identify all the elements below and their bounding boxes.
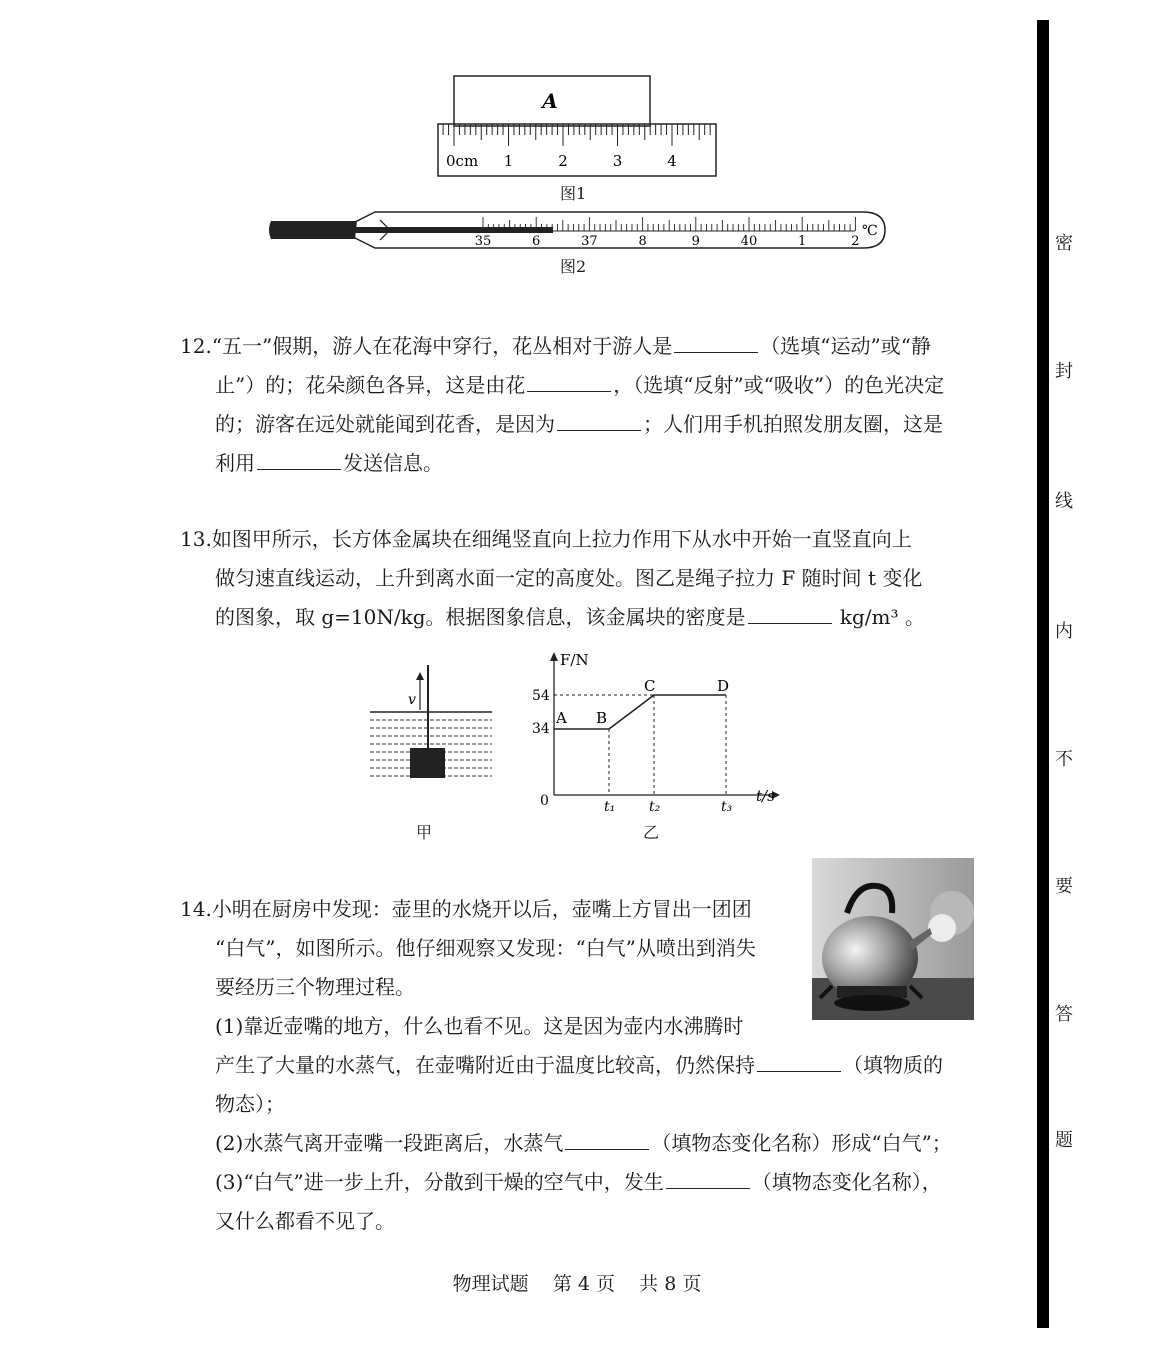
figure-jia-water-tank xyxy=(370,660,500,790)
force-curve xyxy=(554,695,726,729)
point-a: A xyxy=(556,709,567,727)
point-b: B xyxy=(596,709,608,727)
x-tick-t1: t₁ xyxy=(604,799,616,815)
answer-blank[interactable] xyxy=(527,390,611,392)
velocity-label: v xyxy=(408,692,416,708)
thermometer-label: 40 xyxy=(740,234,758,249)
x-axis-label: t/s xyxy=(756,787,775,805)
q13-line2: 做匀速直线运动，上升到离水面一定的高度处。图乙是绳子拉力 F 随时间 t 变化 xyxy=(215,566,923,590)
thermometer-label: 37 xyxy=(581,234,598,249)
q14-part1c: （填物质的 xyxy=(843,1053,943,1077)
answer-blank[interactable] xyxy=(748,622,832,624)
seal-char: 线 xyxy=(1055,491,1073,512)
q12-line4b: 发送信息。 xyxy=(343,451,443,475)
ruler-label: 1 xyxy=(503,152,514,170)
page-footer xyxy=(0,1269,1154,1296)
figure-yi-caption: 乙 xyxy=(643,823,660,842)
x-tick-t2: t₂ xyxy=(649,799,661,815)
seal-char: 不 xyxy=(1055,749,1073,770)
q14-part1a: (1)靠近壶嘴的地方，什么也看不见。这是因为壶内水沸腾时 xyxy=(215,1014,744,1038)
ruler-label: 0cm xyxy=(446,152,479,170)
q14-number: 14. xyxy=(180,897,212,921)
q14-part3b: （填物态变化名称）， xyxy=(751,1170,942,1194)
q12-line1b: （选填“运动”或“静 xyxy=(760,334,931,358)
metal-block xyxy=(410,748,445,778)
q13-number: 13. xyxy=(180,527,212,551)
q12-line2a: 止”）的；花朵颜色各异，这是由花 xyxy=(215,373,526,397)
x-tick-t3: t₃ xyxy=(721,799,733,815)
footer-total: 共 8 页 xyxy=(639,1273,702,1295)
q14-part1d: 物态）； xyxy=(215,1092,285,1116)
seal-line-bar xyxy=(1037,20,1049,1328)
block-a-label: A xyxy=(542,89,558,113)
y-axis-label: F/N xyxy=(560,651,589,669)
q12-number: 12. xyxy=(180,334,212,358)
q14-part2a: (2)水蒸气离开壶嘴一段距离后，水蒸气 xyxy=(215,1131,564,1155)
seal-char: 要 xyxy=(1055,876,1073,897)
thermometer-unit: ℃ xyxy=(862,223,878,239)
origin-label: 0 xyxy=(540,793,549,809)
q14-part1b: 产生了大量的水蒸气，在壶嘴附近由于温度比较高，仍然保持 xyxy=(215,1053,755,1077)
ruler-label: 4 xyxy=(667,152,677,170)
figure-1-caption: 图1 xyxy=(560,184,587,203)
q12-line2b: ，（选填“反射”或“吸收”）的色光决定 xyxy=(613,373,945,397)
thermometer-label: 2 xyxy=(851,234,860,249)
q13-line1: 如图甲所示，长方体金属块在细绳竖直向上拉力作用下从水中开始一直竖直向上 xyxy=(211,527,912,551)
question-14 xyxy=(180,890,980,1241)
thermometer-label: 1 xyxy=(798,234,807,249)
question-13 xyxy=(180,520,980,637)
thermometer-label: 9 xyxy=(691,234,700,249)
ruler-label: 2 xyxy=(558,152,568,170)
figure-jia-caption: 甲 xyxy=(416,823,433,842)
point-c: C xyxy=(644,677,656,695)
y-tick-34: 34 xyxy=(532,721,550,737)
q14-line3: 要经历三个物理过程。 xyxy=(215,975,415,999)
q14-part3c: 又什么都看不见了。 xyxy=(215,1209,395,1233)
question-12 xyxy=(180,327,980,483)
seal-char: 封 xyxy=(1055,361,1073,382)
answer-blank[interactable] xyxy=(257,468,341,470)
footer-subject: 物理试题 xyxy=(452,1273,529,1295)
q14-line2: “白气”，如图所示。他仔细观察又发现：“白气”从喷出到消失 xyxy=(215,936,756,960)
thermometer-label: 8 xyxy=(638,234,647,249)
answer-blank[interactable] xyxy=(666,1187,750,1189)
q14-line1: 小明在厨房中发现：壶里的水烧开以后，壶嘴上方冒出一团团 xyxy=(211,897,752,921)
y-tick-54: 54 xyxy=(532,688,550,704)
q13-line3a: 的图象，取 g=10N/kg。根据图象信息，该金属块的密度是 xyxy=(215,605,746,629)
thermometer-label: 35 xyxy=(474,234,492,249)
q12-line4a: 利用 xyxy=(215,451,255,475)
seal-char: 题 xyxy=(1055,1130,1073,1151)
figure-yi-force-time-graph xyxy=(530,645,790,820)
seal-char: 内 xyxy=(1055,621,1073,642)
answer-blank[interactable] xyxy=(757,1070,841,1072)
q13-line3b: kg/m³ 。 xyxy=(833,605,925,629)
ruler-ticks xyxy=(443,124,710,146)
answer-blank[interactable] xyxy=(557,429,641,431)
q14-part2b: （填物态变化名称）形成“白气”； xyxy=(651,1131,952,1155)
q14-part3a: (3)“白气”进一步上升，分散到干燥的空气中，发生 xyxy=(215,1170,664,1194)
answer-blank[interactable] xyxy=(674,351,758,353)
seal-char: 密 xyxy=(1055,233,1073,254)
point-d: D xyxy=(717,677,730,695)
thermometer-label: 6 xyxy=(532,234,541,249)
footer-page: 第 4 页 xyxy=(552,1273,615,1295)
q12-line1a: “五一”假期，游人在花海中穿行，花丛相对于游人是 xyxy=(211,334,673,358)
figure-2-thermometer xyxy=(265,205,895,255)
seal-char: 答 xyxy=(1055,1004,1073,1025)
answer-blank[interactable] xyxy=(565,1148,649,1150)
figure-2-caption: 图2 xyxy=(560,257,587,276)
q12-line3b: ；人们用手机拍照发朋友圈，这是 xyxy=(643,412,943,436)
ruler-label: 3 xyxy=(612,152,623,170)
q12-line3a: 的；游客在远处就能闻到花香，是因为 xyxy=(215,412,555,436)
figure-1-ruler xyxy=(430,70,730,180)
mercury-column xyxy=(355,227,553,233)
thermometer-bulb xyxy=(269,221,357,239)
